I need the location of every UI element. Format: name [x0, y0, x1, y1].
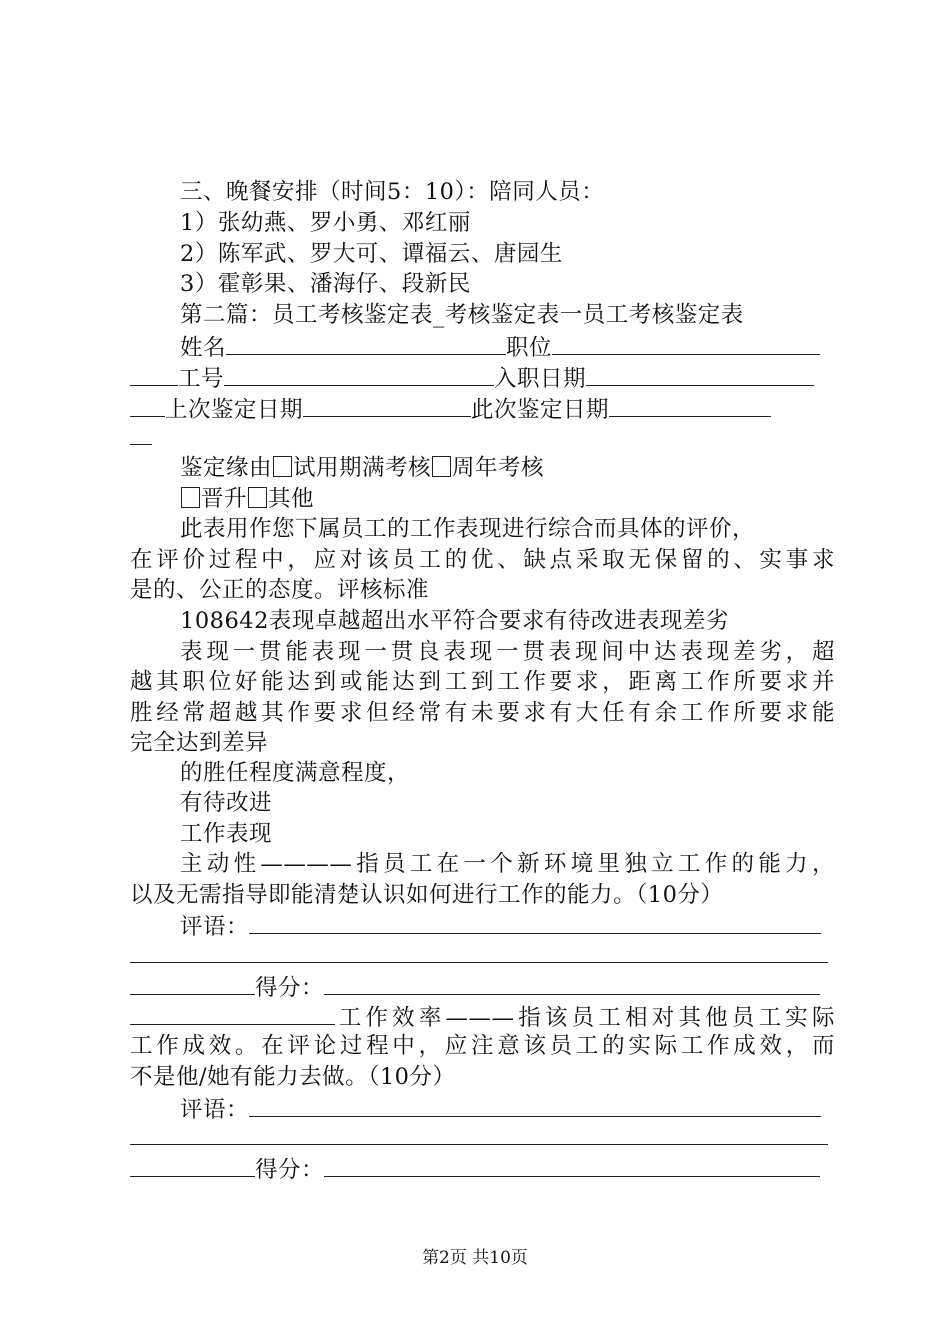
- score-label: 得分：: [255, 975, 325, 1001]
- rating-scale: 108642表现卓越超出水平符合要求有待改进表现差劣: [180, 608, 729, 634]
- name-blank: [226, 330, 506, 355]
- score-label-2: 得分：: [255, 1157, 325, 1183]
- anniversary-checkbox[interactable]: [432, 456, 451, 477]
- rating-desc-line-3: 胜经常超越其作要求但经常有未要求有大任有余工作所要求能: [130, 700, 835, 726]
- rating-desc-line-1: 表现一贯能表现一贯良表现一贯表现间中达表现差劣，超: [180, 639, 835, 665]
- id-blank: [224, 361, 494, 386]
- name-position-row: [180, 330, 835, 364]
- initiative-score-blank[interactable]: [324, 970, 820, 995]
- initiative-score-blank-cont[interactable]: [130, 1000, 335, 1025]
- work-performance-heading: 工作表现: [180, 821, 273, 847]
- efficiency-heading: 工作效率———指该员工相对其他员工实际: [335, 1005, 835, 1031]
- companion-group-2: 2）陈军武、罗大可、谭福云、唐园生: [180, 241, 563, 267]
- comment-label: 评语：: [180, 914, 250, 940]
- efficiency-line-1: [130, 1000, 835, 1034]
- initiative-line-1: 主动性————指员工在一个新环境里独立工作的能力，: [180, 851, 835, 877]
- last-review-date-label: 上次鉴定日期: [165, 397, 304, 423]
- anniversary-label: 周年考核: [452, 455, 545, 481]
- comment-label-2: 评语：: [180, 1097, 250, 1123]
- join-date-label: 入职日期: [494, 366, 587, 392]
- review-reason-row-2: [180, 483, 885, 515]
- page-footer: 第2页 共10页: [422, 1248, 528, 1268]
- intro-paragraph-line-1: 此表用作您下属员工的工作表现进行综合而具体的评价，: [180, 516, 756, 542]
- initiative-line-2: 以及无需指导即能清楚认识如何进行工作的能力。（10分）: [130, 882, 724, 908]
- competence-note: 的胜任程度满意程度，: [180, 760, 411, 786]
- join-date-blank: [586, 361, 814, 386]
- position-blank: [552, 330, 820, 355]
- last-review-date-blank: [303, 392, 471, 417]
- review-dates-row: [130, 392, 835, 426]
- join-date-blank-cont: [130, 392, 165, 417]
- efficiency-line-2: 工作成效。在评论过程中，应注意该员工的实际工作成效，而: [130, 1033, 835, 1059]
- dinner-arrangement: 三、晚餐安排（时间5：10）：陪同人员：: [180, 179, 605, 205]
- position-blank-cont: [130, 361, 178, 386]
- position-label: 职位: [506, 335, 553, 361]
- intro-paragraph-line-2: 在评价过程中，应对该员工的优、缺点采取无保留的、实事求: [130, 547, 835, 573]
- this-review-date-blank-cont: [130, 444, 152, 445]
- rating-desc-line-2: 越其职位好能达到或能达到工到工作要求，距离工作所要求并: [130, 669, 835, 695]
- other-label: 其他: [268, 486, 315, 512]
- efficiency-comment-row: [180, 1092, 835, 1126]
- initiative-score-row: [130, 970, 835, 1004]
- this-review-date-blank: [609, 392, 771, 417]
- initiative-comment-line-2[interactable]: [130, 962, 828, 963]
- promotion-label: 晋升: [201, 486, 248, 512]
- trial-period-checkbox[interactable]: [273, 456, 292, 477]
- this-review-date-label: 此次鉴定日期: [471, 397, 610, 423]
- efficiency-comment-line-2[interactable]: [130, 1144, 828, 1145]
- other-checkbox[interactable]: [248, 487, 267, 508]
- companion-group-1: 1）张幼燕、罗小勇、邓红丽: [180, 210, 471, 236]
- trial-period-label: 试用期满考核: [293, 455, 432, 481]
- promotion-checkbox[interactable]: [181, 487, 200, 508]
- name-label: 姓名: [180, 335, 227, 361]
- efficiency-comment-blank[interactable]: [249, 1092, 821, 1117]
- id-label: 工号: [178, 366, 225, 392]
- id-joindate-row: [130, 361, 835, 395]
- review-reason-row: [180, 452, 885, 484]
- efficiency-line-3: 不是他/她有能力去做。（10分）: [130, 1064, 456, 1090]
- efficiency-score-blank[interactable]: [324, 1152, 820, 1177]
- efficiency-score-row: [130, 1152, 835, 1186]
- intro-paragraph-line-3: 是的、公正的态度。评核标准: [130, 577, 430, 603]
- initiative-comment-line-3[interactable]: [130, 970, 255, 995]
- needs-improvement: 有待改进: [180, 790, 273, 816]
- review-reason-label: 鉴定缘由: [180, 455, 273, 481]
- companion-group-3: 3）霍彰果、潘海仔、段新民: [180, 271, 471, 297]
- initiative-comment-blank[interactable]: [249, 909, 821, 934]
- efficiency-comment-line-3[interactable]: [130, 1152, 255, 1177]
- initiative-comment-row: [180, 909, 835, 943]
- section-title: 第二篇：员工考核鉴定表_考核鉴定表一员工考核鉴定表: [180, 302, 744, 328]
- rating-desc-line-4: 完全达到差异: [130, 730, 269, 756]
